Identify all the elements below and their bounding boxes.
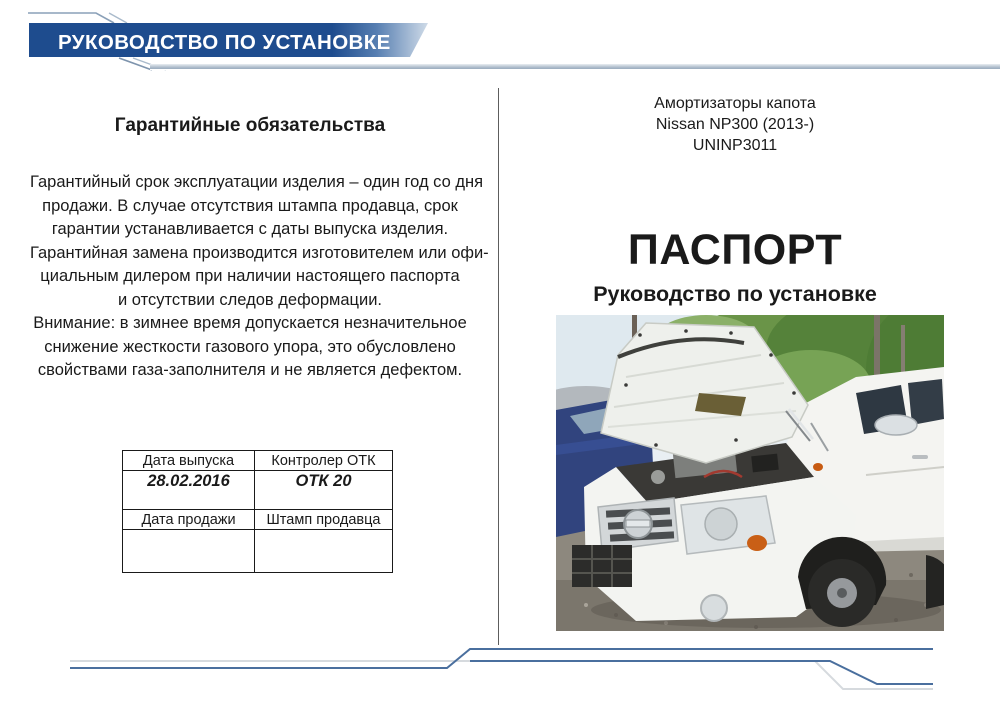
qc-controller-label: Контролер ОТК — [255, 451, 393, 471]
table-row — [123, 510, 393, 530]
paragraph-line: снижение жесткости газового упора, это обусловлено — [44, 337, 456, 356]
paragraph-line: гарантии устанавливается с даты выпуска изделия. — [51, 220, 449, 238]
document-subtitle: Руководство по установке — [593, 282, 877, 306]
footer-decoration — [0, 645, 1000, 707]
fog-light — [701, 595, 727, 621]
table-row — [123, 451, 393, 471]
seller-stamp-field — [255, 530, 393, 573]
rear-window — [908, 379, 944, 425]
paragraph-line: циальным дилером при наличии настоящего паспорта — [40, 267, 460, 285]
seller-stamp-label: Штамп продавца — [255, 510, 393, 530]
paragraph-line: продажи. В случае отсутствия штампа продавца, срок — [42, 196, 458, 215]
side-mirror — [875, 415, 917, 435]
sale-date-label: Дата продажи — [123, 510, 255, 530]
header-chevron-top — [28, 13, 114, 23]
paragraph-line: Гарантийная замена производится изготовителем или офи- — [30, 243, 489, 262]
warranty-heading: Гарантийные обязательства — [114, 115, 386, 136]
document-title: ПАСПОРТ — [627, 226, 843, 274]
column-divider — [498, 88, 499, 645]
table-row — [123, 471, 393, 510]
qc-controller-value: ОТК 20 — [255, 471, 393, 510]
part-number: UNINP3011 — [692, 137, 778, 154]
side-indicator — [813, 463, 823, 471]
vehicle-model: Nissan NP300 (2013-) — [655, 116, 815, 133]
table-row — [123, 530, 393, 573]
product-name: Амортизаторы капота — [654, 95, 816, 112]
paragraph-line: свойствами газа-заполнителя и не является дефектом. — [37, 361, 463, 379]
paragraph-line: Внимание: в зимнее время допускается незначительное — [33, 314, 467, 332]
bumper-grid — [572, 545, 632, 587]
turn-signal — [747, 535, 767, 551]
door-handle — [912, 455, 928, 459]
warranty-table — [122, 450, 393, 573]
sale-date-field — [123, 530, 255, 573]
paragraph-line: Гарантийный срок эксплуатации изделия – один год со дня — [30, 173, 484, 191]
page-title: РУКОВОДСТВО ПО УСТАНОВКЕ — [58, 31, 391, 54]
attention-paragraph — [30, 312, 470, 383]
product-info — [505, 93, 965, 156]
vehicle-photo — [556, 315, 944, 631]
release-date-label: Дата выпуска — [123, 451, 255, 471]
release-date-value: 28.02.2016 — [123, 471, 255, 510]
paragraph-line: и отсутствии следов деформации. — [117, 290, 383, 309]
warranty-paragraph — [30, 171, 489, 312]
header-rule — [150, 64, 1000, 69]
